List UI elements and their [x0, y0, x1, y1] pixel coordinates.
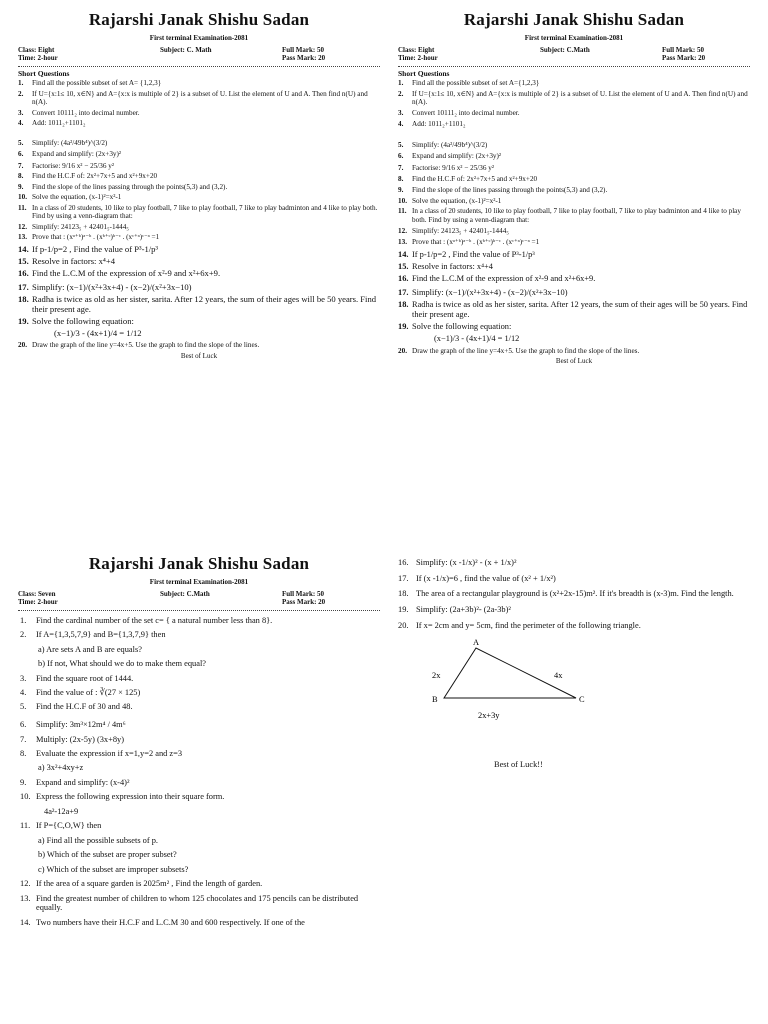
question-item: 16. Simplify: (x -1/x)² - (x + 1/x)² — [398, 558, 517, 567]
closing-text: Best of Luck!! — [494, 760, 543, 770]
question-subitem: b) Which of the subset are proper subset? — [38, 850, 177, 860]
question-subitem: a) Find all the possible subsets of p. — [38, 835, 159, 845]
time-label: Time: 2-hour — [18, 53, 58, 62]
question-item: 12. Simplify: 24123₅ + 42401₅-1444₅ — [18, 222, 129, 231]
question-item: 11. In a class of 20 students, 10 like to play football, 7 like to play football, 7 like to play badminton and 4 like to play both. Find by using a venn-diagram that: — [18, 203, 378, 221]
class-label: Class: Seven — [18, 589, 56, 598]
full-mark-label: Full Mark: 50 — [282, 45, 324, 54]
school-name: Rajarshi Janak Shishu Sadan — [88, 554, 310, 573]
meta-row-1 — [398, 46, 750, 54]
question-list — [18, 79, 380, 349]
question-item: 19. Solve the following equation: — [398, 322, 512, 332]
question-item: 18. Radha is twice as old as her sister, sarita. After 12 years, the sum of their ages will be 50 years. Find their present age. — [18, 294, 377, 315]
school-name: Rajarshi Janak Shishu Sadan — [463, 10, 685, 29]
question-item: 6. Simplify: 3m³×12m⁴ / 4m⁶ — [20, 720, 126, 730]
exam-paper-class-eight — [18, 10, 380, 360]
pass-mark-label: Pass Mark: 20 — [662, 53, 706, 62]
pass-mark-label: Pass Mark: 20 — [282, 53, 326, 62]
question-item: 9. Find the slope of the lines passing through the points(5,3) and (3,2). — [18, 182, 228, 191]
question-item: 20. If x= 2cm and y= 5cm, find the perimeter of the following triangle. — [398, 620, 641, 630]
meta-row-2 — [18, 54, 380, 62]
question-item: 15. Resolve in factors: x⁴+4 — [18, 256, 116, 267]
question-item: 5. Find the H.C.F of 30 and 48. — [20, 702, 133, 712]
triangle-figure — [398, 636, 750, 746]
question-subitem: 4a²-12a+9 — [44, 806, 79, 816]
question-subitem: a) Are sets A and B are equals? — [38, 644, 142, 654]
question-item: 10. Solve the equation, (x-1)²=x²-1 — [18, 193, 122, 202]
question-item: 1. Find all the possible subset of set A={1,2,3} — [398, 79, 540, 88]
section-heading: Short Questions — [398, 68, 450, 78]
question-item: 4. Find the value of : ∛(27 × 125) — [20, 687, 141, 697]
question-item: 16. Find the L.C.M of the expression of x²-9 and x²+6x+9. — [18, 268, 221, 279]
side-ac-label: 4x — [554, 671, 563, 681]
meta-row-2 — [398, 54, 750, 62]
vertex-a-label: A — [473, 638, 480, 648]
question-item: 12. Simplify: 24123₅ + 42401₅-1444₅ — [398, 226, 509, 235]
question-item: 18. The area of a rectangular playground is (x²+2x-15)m². If it's breadth is (x-3)m. Find the length. — [398, 589, 734, 599]
class-label: Class: Eight — [18, 45, 55, 54]
school-name: Rajarshi Janak Shishu Sadan — [88, 10, 310, 29]
pass-mark-label: Pass Mark: 20 — [282, 597, 326, 606]
triangle-diagram — [398, 636, 750, 746]
question-item: 18. Radha is twice as old as her sister, sarita. After 12 years, the sum of their ages will be 50 years. Find their present age. — [398, 300, 748, 319]
vertex-c-label: C — [579, 695, 585, 705]
question-list — [398, 79, 750, 355]
question-item: 14. If p-1/p=2 , Find the value of P³-1/p³ — [398, 249, 535, 259]
question-item: 4. Add: 1011₂+1101₂ — [398, 120, 466, 129]
question-list — [398, 558, 750, 630]
full-mark-label: Full Mark: 50 — [282, 589, 324, 598]
question-item: 12. If the area of a square garden is 2025m² , Find the length of garden. — [20, 879, 263, 889]
question-item: 8. Find the H.C.F of: 2x²+7x+5 and x²+9x+20 — [398, 174, 538, 183]
vertex-b-label: B — [432, 695, 438, 705]
closing-text: Best of Luck — [180, 351, 218, 360]
question-item: 13. Find the greatest number of children to whom 125 chocolates and 175 pencils can be distributed equally. — [20, 893, 359, 913]
question-item: 19. Solve the following equation: — [18, 316, 134, 327]
question-item: 3. Convert 10111₂ into decimal number. — [18, 108, 140, 117]
question-item: 1. Find the cardinal number of the set c= { a natural number less than 8}. — [20, 615, 273, 625]
exam-title: First terminal Examination-2081 — [149, 33, 249, 42]
question-item: 9. Expand and simplify: (x-4)² — [20, 777, 130, 787]
question-item: 2. If A={1,3,5,7,9} and B={1,3,7,9} then — [20, 630, 166, 640]
question-list — [18, 616, 380, 928]
meta-row-1 — [18, 590, 380, 598]
meta-row-1 — [18, 46, 380, 54]
time-label: Time: 2-hour — [398, 53, 438, 62]
exam-paper-class-eight-copy — [398, 10, 750, 366]
section-heading: Short Questions — [18, 68, 70, 78]
question-item: 15. Resolve in factors: x⁴+4 — [398, 262, 493, 272]
question-item: 11. If P={C,O,W} then — [20, 821, 102, 831]
dotted-divider — [18, 610, 380, 611]
class-label: Class: Eight — [398, 45, 435, 54]
question-item: 3. Find the square root of 1444. — [20, 673, 134, 683]
full-mark-label: Full Mark: 50 — [662, 45, 704, 54]
question-item: 10. Solve the equation, (x-1)²=x²-1 — [398, 196, 502, 205]
question-subitem: c) Which of the subset are improper subsets? — [38, 864, 189, 874]
time-label: Time: 2-hour — [18, 597, 58, 606]
exam-paper-class-seven-continued — [398, 558, 750, 770]
closing-text: Best of Luck — [555, 357, 593, 366]
question-item: 3. Convert 10111₂ into decimal number. — [398, 109, 520, 118]
subject-label: Subject: C.Math — [540, 45, 590, 54]
question-item: 19. Simplify: (2a+3b)²- (2a-3b)² — [398, 604, 511, 614]
exam-title: First terminal Examination-2081 — [149, 577, 249, 586]
question-item: 7. Factorise: 9/16 x² − 25/36 y² — [398, 163, 495, 172]
question-item: 1. Find all the possible subset of set A= {1,2,3} — [18, 79, 162, 88]
question-subitem: a) 3x²+4xy+z — [38, 763, 84, 773]
side-ab-label: 2x — [432, 671, 441, 681]
question-item: 4. Add: 1011₂+1101₂ — [18, 119, 86, 127]
exam-title: First terminal Examination-2081 — [524, 33, 624, 42]
question-item: 5. Simplify: (4a²/49b⁴)^(3/2) — [18, 139, 108, 148]
question-item: 6. Expand and simplify: (2x+3y)² — [18, 149, 122, 158]
question-item: 13. Prove that : (xᵃ⁺ᵇ)ᵃ⁻ᵇ . (xᵇ⁺ᶜ)ᵇ⁻ᶜ . (xᶜ⁺ᵃ)ᶜ⁻ᵃ =1 — [398, 237, 540, 246]
question-item: 6. Expand and simplify: (2x+3y)² — [398, 151, 502, 160]
question-item: 2. If U={x:1≤ 10, x∈N} and A={x:x is multiple of 2} is a subset of U. List the element of U and A. Then find n(U) and n(A). — [398, 90, 748, 107]
subject-label: Subject: C.Math — [160, 589, 210, 598]
question-item: (x−1)/3 - (4x+1)/4 = 1/12 — [434, 334, 520, 344]
side-bc-label: 2x+3y — [478, 711, 500, 721]
question-item: 17. If (x -1/x)=6 , find the value of (x² + 1/x²) — [398, 573, 556, 583]
dotted-divider — [398, 66, 750, 67]
question-subitem: b) If not, What should we do to make them equal? — [38, 659, 206, 669]
question-item: 11. In a class of 20 students, 10 like to play football, 7 like to play football, 7 like to play badminton and 4 like to play both. Find by using a venn-diagram that: — [398, 207, 741, 224]
question-item: 7. Factorise: 9/16 x² − 25/36 y² — [18, 161, 115, 170]
subject-label: Subject: C. Math — [160, 45, 212, 54]
question-item: 7. Multiply: (2x-5y) (3x+8y) — [20, 734, 124, 744]
question-item: (x−1)/3 - (4x+1)/4 = 1/12 — [54, 328, 142, 339]
question-item: 10. Express the following expression into their square form. — [20, 792, 225, 802]
question-item: 20. Draw the graph of the line y=4x+5. Use the graph to find the slope of the lines. — [398, 346, 640, 355]
question-item: 14. Two numbers have their H.C.F and L.C.M 30 and 600 respectively. If one of the — [20, 917, 305, 927]
question-item: 17. Simplify: (x−1)/(x²+3x+4) - (x−2)/(x²+3x−10) — [18, 282, 192, 293]
question-item: 8. Evaluate the expression if x=1,y=2 and z=3 — [20, 748, 183, 758]
exam-paper-class-seven — [18, 554, 380, 932]
question-item: 17. Simplify: (x−1)/(x²+3x+4) - (x−2)/(x²+3x−10) — [398, 287, 568, 297]
question-item: 20. Draw the graph of the line y=4x+5. Use the graph to find the slope of the lines. — [18, 341, 260, 350]
question-item: 5. Simplify: (4a²/49b⁴)^(3/2) — [398, 140, 488, 149]
question-item: 13. Prove that : (xᵃ⁺ᵇ)ᵃ⁻ᵇ . (xᵇ⁺ᶜ)ᵇ⁻ᶜ . (xᶜ⁺ᵃ)ᶜ⁻ᵃ =1 — [18, 233, 160, 242]
meta-row-2 — [18, 598, 380, 606]
question-item: 9. Find the slope of the lines passing through the points(5,3) and (3,2). — [398, 185, 608, 194]
question-item: 2. If U={x:1≤ 10, x∈N} and A={x:x is multiple of 2} is a subset of U. List the element of U and A. Then find n(U) and n(A). — [18, 89, 368, 107]
question-item: 16. Find the L.C.M of the expression of x²-9 and x²+6x+9. — [398, 274, 596, 284]
question-item: 8. Find the H.C.F of: 2x²+7x+5 and x²+9x+20 — [18, 172, 158, 181]
dotted-divider — [18, 66, 380, 67]
question-item: 14. If p-1/p=2 , Find the value of P³-1/p³ — [18, 244, 158, 255]
